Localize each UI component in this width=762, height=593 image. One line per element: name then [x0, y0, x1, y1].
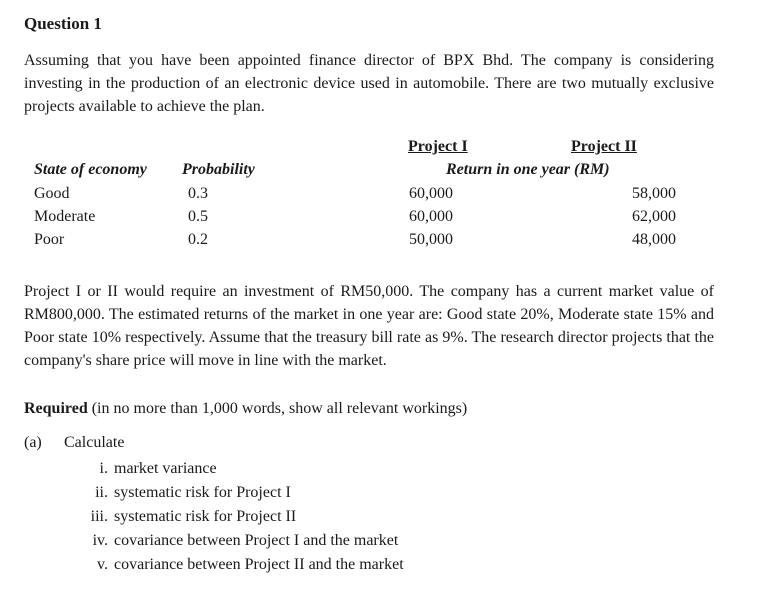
list-item-number: i. [99, 460, 108, 477]
intro-paragraph: Assuming that you have been appointed finance director of BPX Bhd. The company is considering investing in the production of an electronic device used in automobile. There are two mutually exclusive projects available to achieve the plan. [24, 52, 714, 115]
table-cell-project2: 62,000 [632, 208, 676, 225]
list-item-number: iv. [92, 532, 108, 549]
header-project-1: Project I [408, 138, 468, 155]
list-item-number: ii. [95, 484, 108, 501]
list-item-text: covariance between Project II and the market [114, 556, 404, 573]
required-note: (in no more than 1,000 words, show all relevant workings) [87, 400, 468, 417]
table-cell-project2: 58,000 [632, 185, 676, 202]
table-cell-project1: 60,000 [409, 208, 453, 225]
table-cell-project1: 50,000 [409, 231, 453, 248]
table-cell-state: Moderate [34, 208, 96, 225]
header-return: Return in one year (RM) [446, 161, 610, 178]
part-a-label: (a) [24, 434, 42, 451]
header-project-2: Project II [571, 138, 637, 155]
header-state: State of economy [34, 161, 147, 178]
table-cell-state: Poor [34, 231, 65, 248]
table-cell-project2: 48,000 [632, 231, 676, 248]
list-item [82, 508, 296, 526]
part-a-text: Calculate [64, 434, 125, 451]
table-cell-project1: 60,000 [409, 185, 453, 202]
list-item-text: covariance between Project I and the market [114, 532, 399, 549]
list-item-number: v. [97, 556, 108, 573]
header-probability: Probability [182, 161, 255, 178]
list-item-number: iii. [90, 508, 108, 525]
table-cell-state: Good [34, 185, 70, 202]
list-item [82, 556, 404, 574]
list-item [82, 484, 291, 502]
required-line [24, 400, 467, 418]
list-item [82, 460, 217, 478]
required-label: Required [24, 400, 88, 417]
table-cell-probability: 0.2 [188, 231, 208, 248]
list-item-text: systematic risk for Project I [114, 484, 291, 501]
list-item-text: systematic risk for Project II [114, 508, 297, 525]
body-paragraph: Project I or II would require an investment of RM50,000. The company has a current market value of RM800,000. The estimated returns of the market in one year are: Good state 20%, Moderate state 15% and Poor state 10% respectively. Assume that the treasury bill rate as 9%. The research director projects that the company's share price will move in line with the market. [24, 283, 714, 369]
question-title: Question 1 [24, 14, 102, 33]
table-cell-probability: 0.3 [188, 185, 208, 202]
list-item [82, 532, 398, 550]
table-cell-probability: 0.5 [188, 208, 208, 225]
list-item-text: market variance [114, 460, 217, 477]
